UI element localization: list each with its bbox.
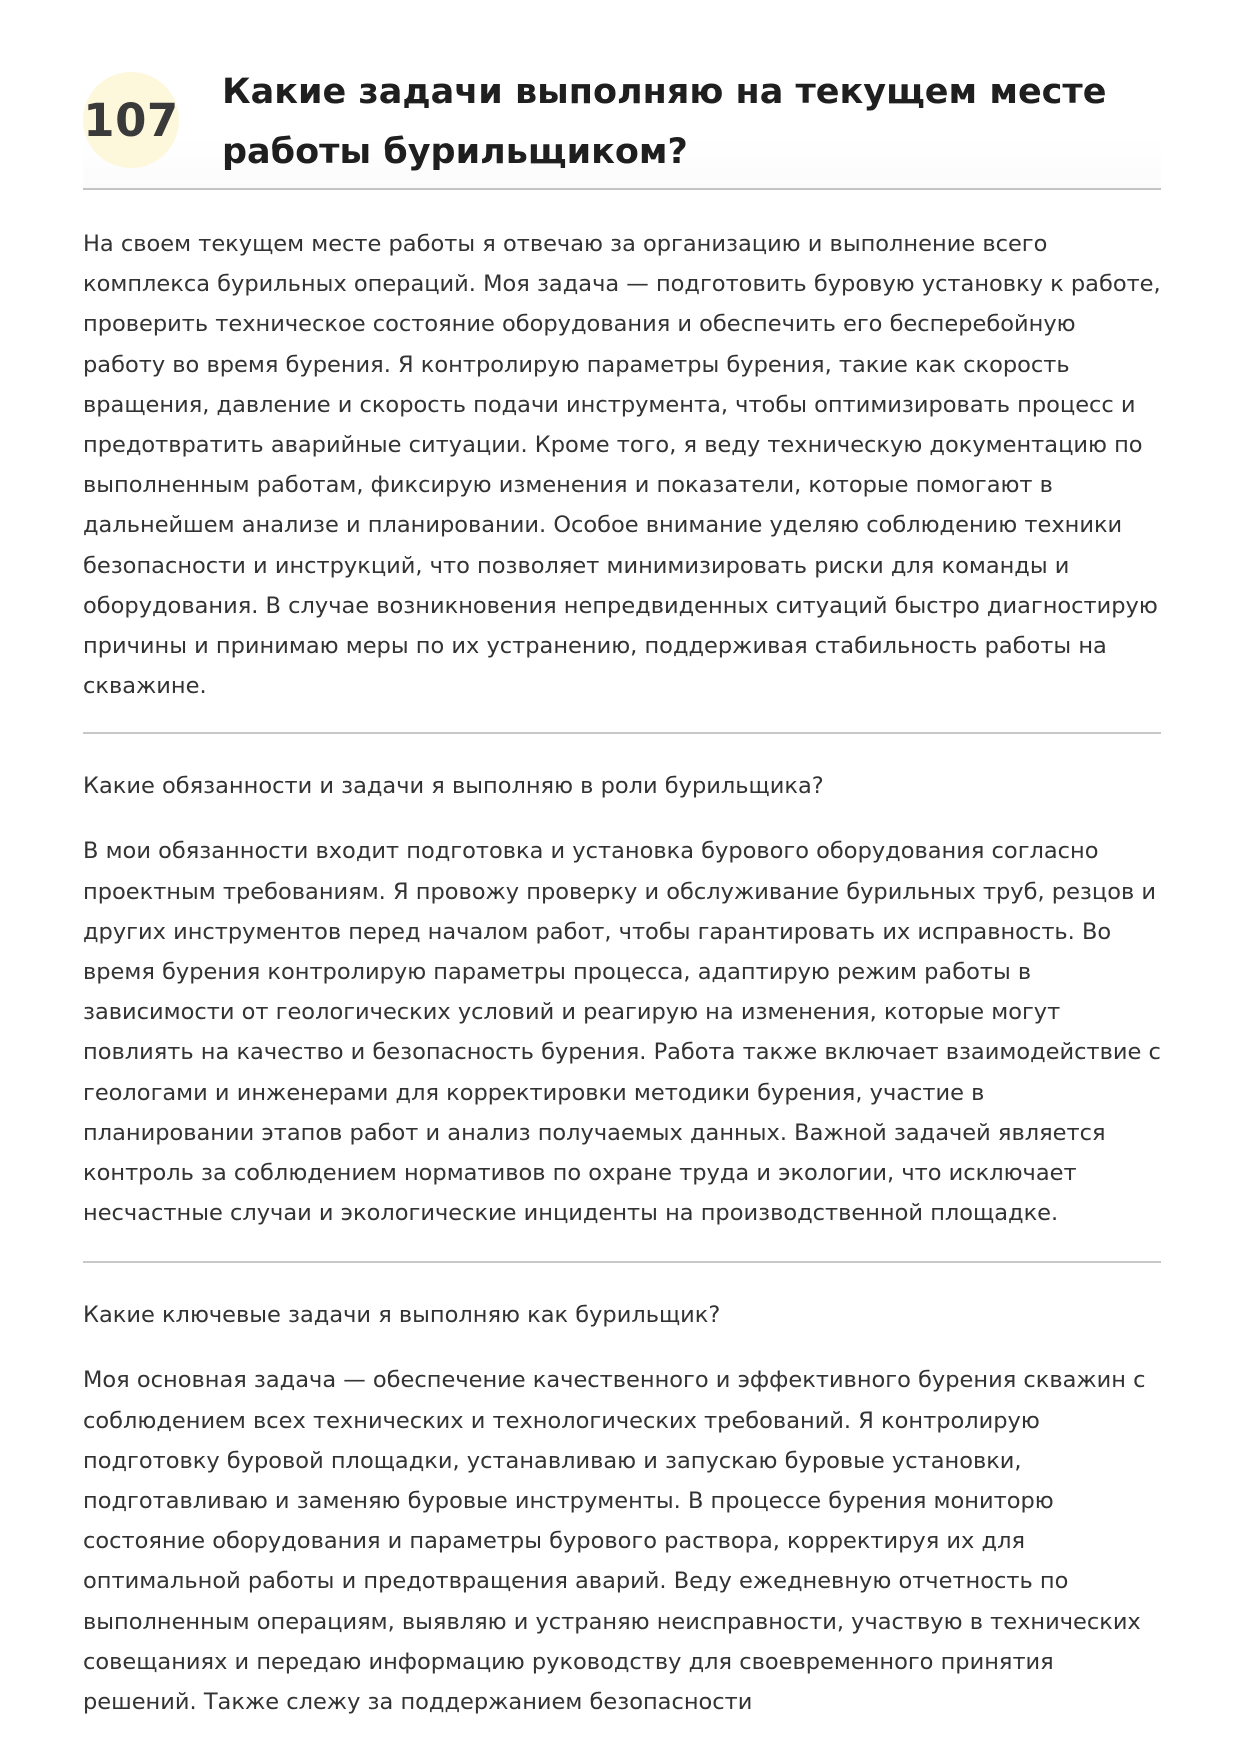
question-number-badge xyxy=(83,72,179,168)
section-answer: В мои обязанности входит подготовка и установка бурового оборудования согласно проектным требованиям. Я провожу проверку и обслуживание бурильных труб, резцов и других инструментов перед началом работ, чтобы гарантировать их исправность. Во время бурения контролирую параметры процесса, адаптирую режим работы в зависимости от геологических условий и реагирую на изменения, которые могут повлиять на качество и безопасность бурения. Работа также включает взаимодействие с геологами и инженерами для корректировки методики бурения, участие в планировании этапов работ и анализ получаемых данных. Важной задачей является контроль за соблюдением нормативов по охране труда и экологии, что исключает несчастные случаи и экологические инциденты на производственной площадке. xyxy=(83,838,1161,1227)
section-question: Какие обязанности и задачи я выполняю в роли бурильщика? xyxy=(83,773,824,800)
page-header xyxy=(83,58,1161,190)
page-title-line-2: работы бурильщиком? xyxy=(222,132,688,172)
page-title-line-1: Какие задачи выполняю на текущем месте xyxy=(222,72,1107,112)
qa-section-key-tasks xyxy=(83,1263,1161,1750)
question-number: 107 xyxy=(83,93,179,147)
intro-section xyxy=(83,190,1161,734)
section-question: Какие ключевые задачи я выполняю как бурильщик? xyxy=(83,1302,721,1329)
page-title xyxy=(222,62,1122,182)
qa-section-duties xyxy=(83,734,1161,1263)
section-answer: Моя основная задача — обеспечение качественного и эффективного бурения скважин с соблюдением всех технических и технологических требований. Я контролирую подготовку буровой площадки, устанавливаю и запускаю буровые установки, подготавливаю и заменяю буровые инструменты. В процессе бурения мониторю состояние оборудования и параметры бурового раствора, корректируя их для оптимальной работы и предотвращения аварий. Веду ежедневную отчетность по выполненным операциям, выявляю и устраняю неисправности, участвую в технических совещаниях и передаю информацию руководству для своевременного принятия решений. Также слежу за поддержанием безопасности xyxy=(83,1367,1146,1716)
intro-paragraph: На своем текущем месте работы я отвечаю за организацию и выполнение всего комплекса бурильных операций. Моя задача — подготовить буровую установку к работе, проверить техническое состояние оборудования и обеспечить его бесперебойную работу во время бурения. Я контролирую параметры бурения, такие как скорость вращения, давление и скорость подачи инструмента, чтобы оптимизировать процесс и предотвратить аварийные ситуации. Кроме того, я веду техническую документацию по выполненным работам, фиксирую изменения и показатели, которые помогают в дальнейшем анализе и планировании. Особое внимание уделяю соблюдению техники безопасности и инструкций, что позволяет минимизировать риски для команды и оборудования. В случае возникновения непредвиденных ситуаций быстро диагностирую причины и принимаю меры по их устранению, поддерживая стабильность работы на скважине. xyxy=(83,231,1161,700)
document-page xyxy=(83,58,1161,1750)
